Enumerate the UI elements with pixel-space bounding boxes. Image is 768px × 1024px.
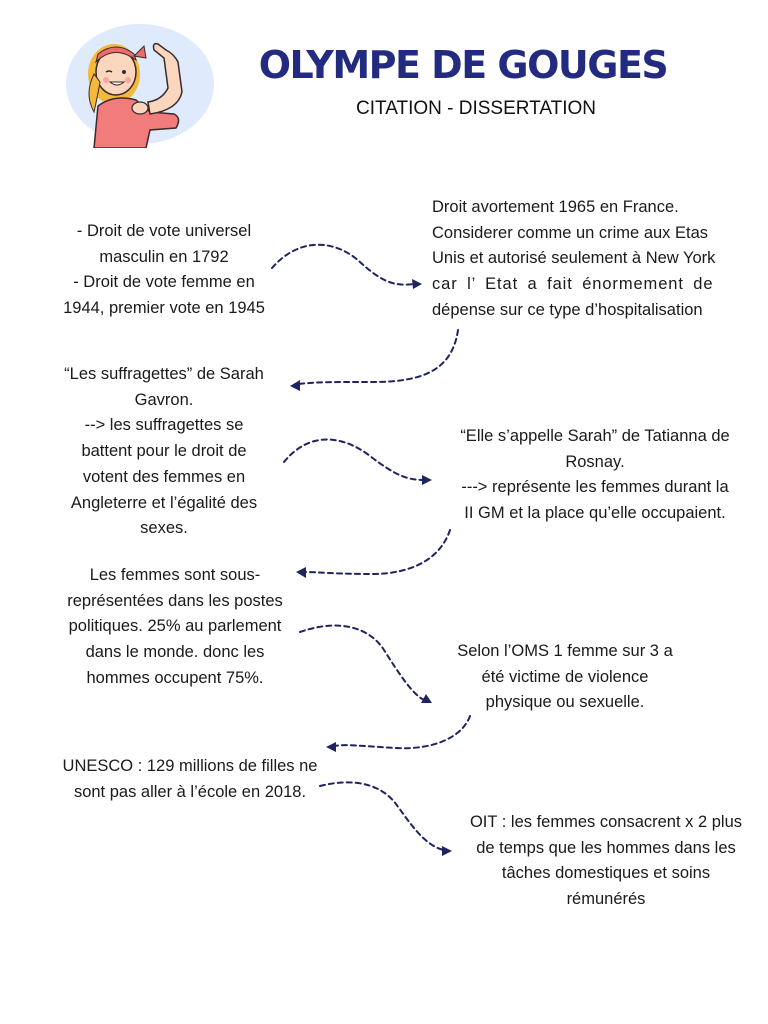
arrow-2 xyxy=(290,330,458,391)
arrow-1 xyxy=(272,245,422,289)
block-suffragettes: “Les suffragettes” de Sarah Gavron. --> les suffragettes se battent pour le droit de votent des femmes en Angleterre et l’égalité des sexes. xyxy=(64,365,264,538)
block-vote: - Droit de vote universel masculin en 1792 - Droit de vote femme en 1944, premier vote en 1945 xyxy=(63,222,265,318)
page-subtitle: CITATION - DISSERTATION xyxy=(356,98,596,119)
block-representation-politique: Les femmes sont sous- représentées dans les postes politiques. 25% au parlement dans le monde. donc les hommes occupent 75%. xyxy=(67,566,283,687)
arrow-6 xyxy=(326,716,470,752)
woman-flexing-arm-illustration xyxy=(54,22,216,148)
arrow-5 xyxy=(300,626,432,703)
block-unesco: UNESCO : 129 millions de filles ne sont pas aller à l’école en 2018. xyxy=(62,757,318,801)
block-avortement: Droit avortement 1965 en France. Considerer comme un crime aux Etas Unis et autorisé seulement à New York car l’ Etat a fait énormement de dépense sur ce type d’hospitalisation xyxy=(432,198,716,319)
block-oit: OIT : les femmes consacrent x 2 plus de temps que les hommes dans les tâches domestiques et soins rémunérés xyxy=(469,813,743,909)
arrow-4 xyxy=(296,530,450,578)
block-oms: Selon l’OMS 1 femme sur 3 a été victime de violence physique ou sexuelle. xyxy=(457,642,673,712)
page-title: OLYMPE DE GOUGES xyxy=(258,43,668,87)
arrow-3 xyxy=(284,440,432,486)
block-elle-sappelle-sarah: “Elle s’appelle Sarah” de Tatianna de Rosnay. ---> représente les femmes durant la II GM et la place qu’elle occupaient. xyxy=(460,427,730,523)
